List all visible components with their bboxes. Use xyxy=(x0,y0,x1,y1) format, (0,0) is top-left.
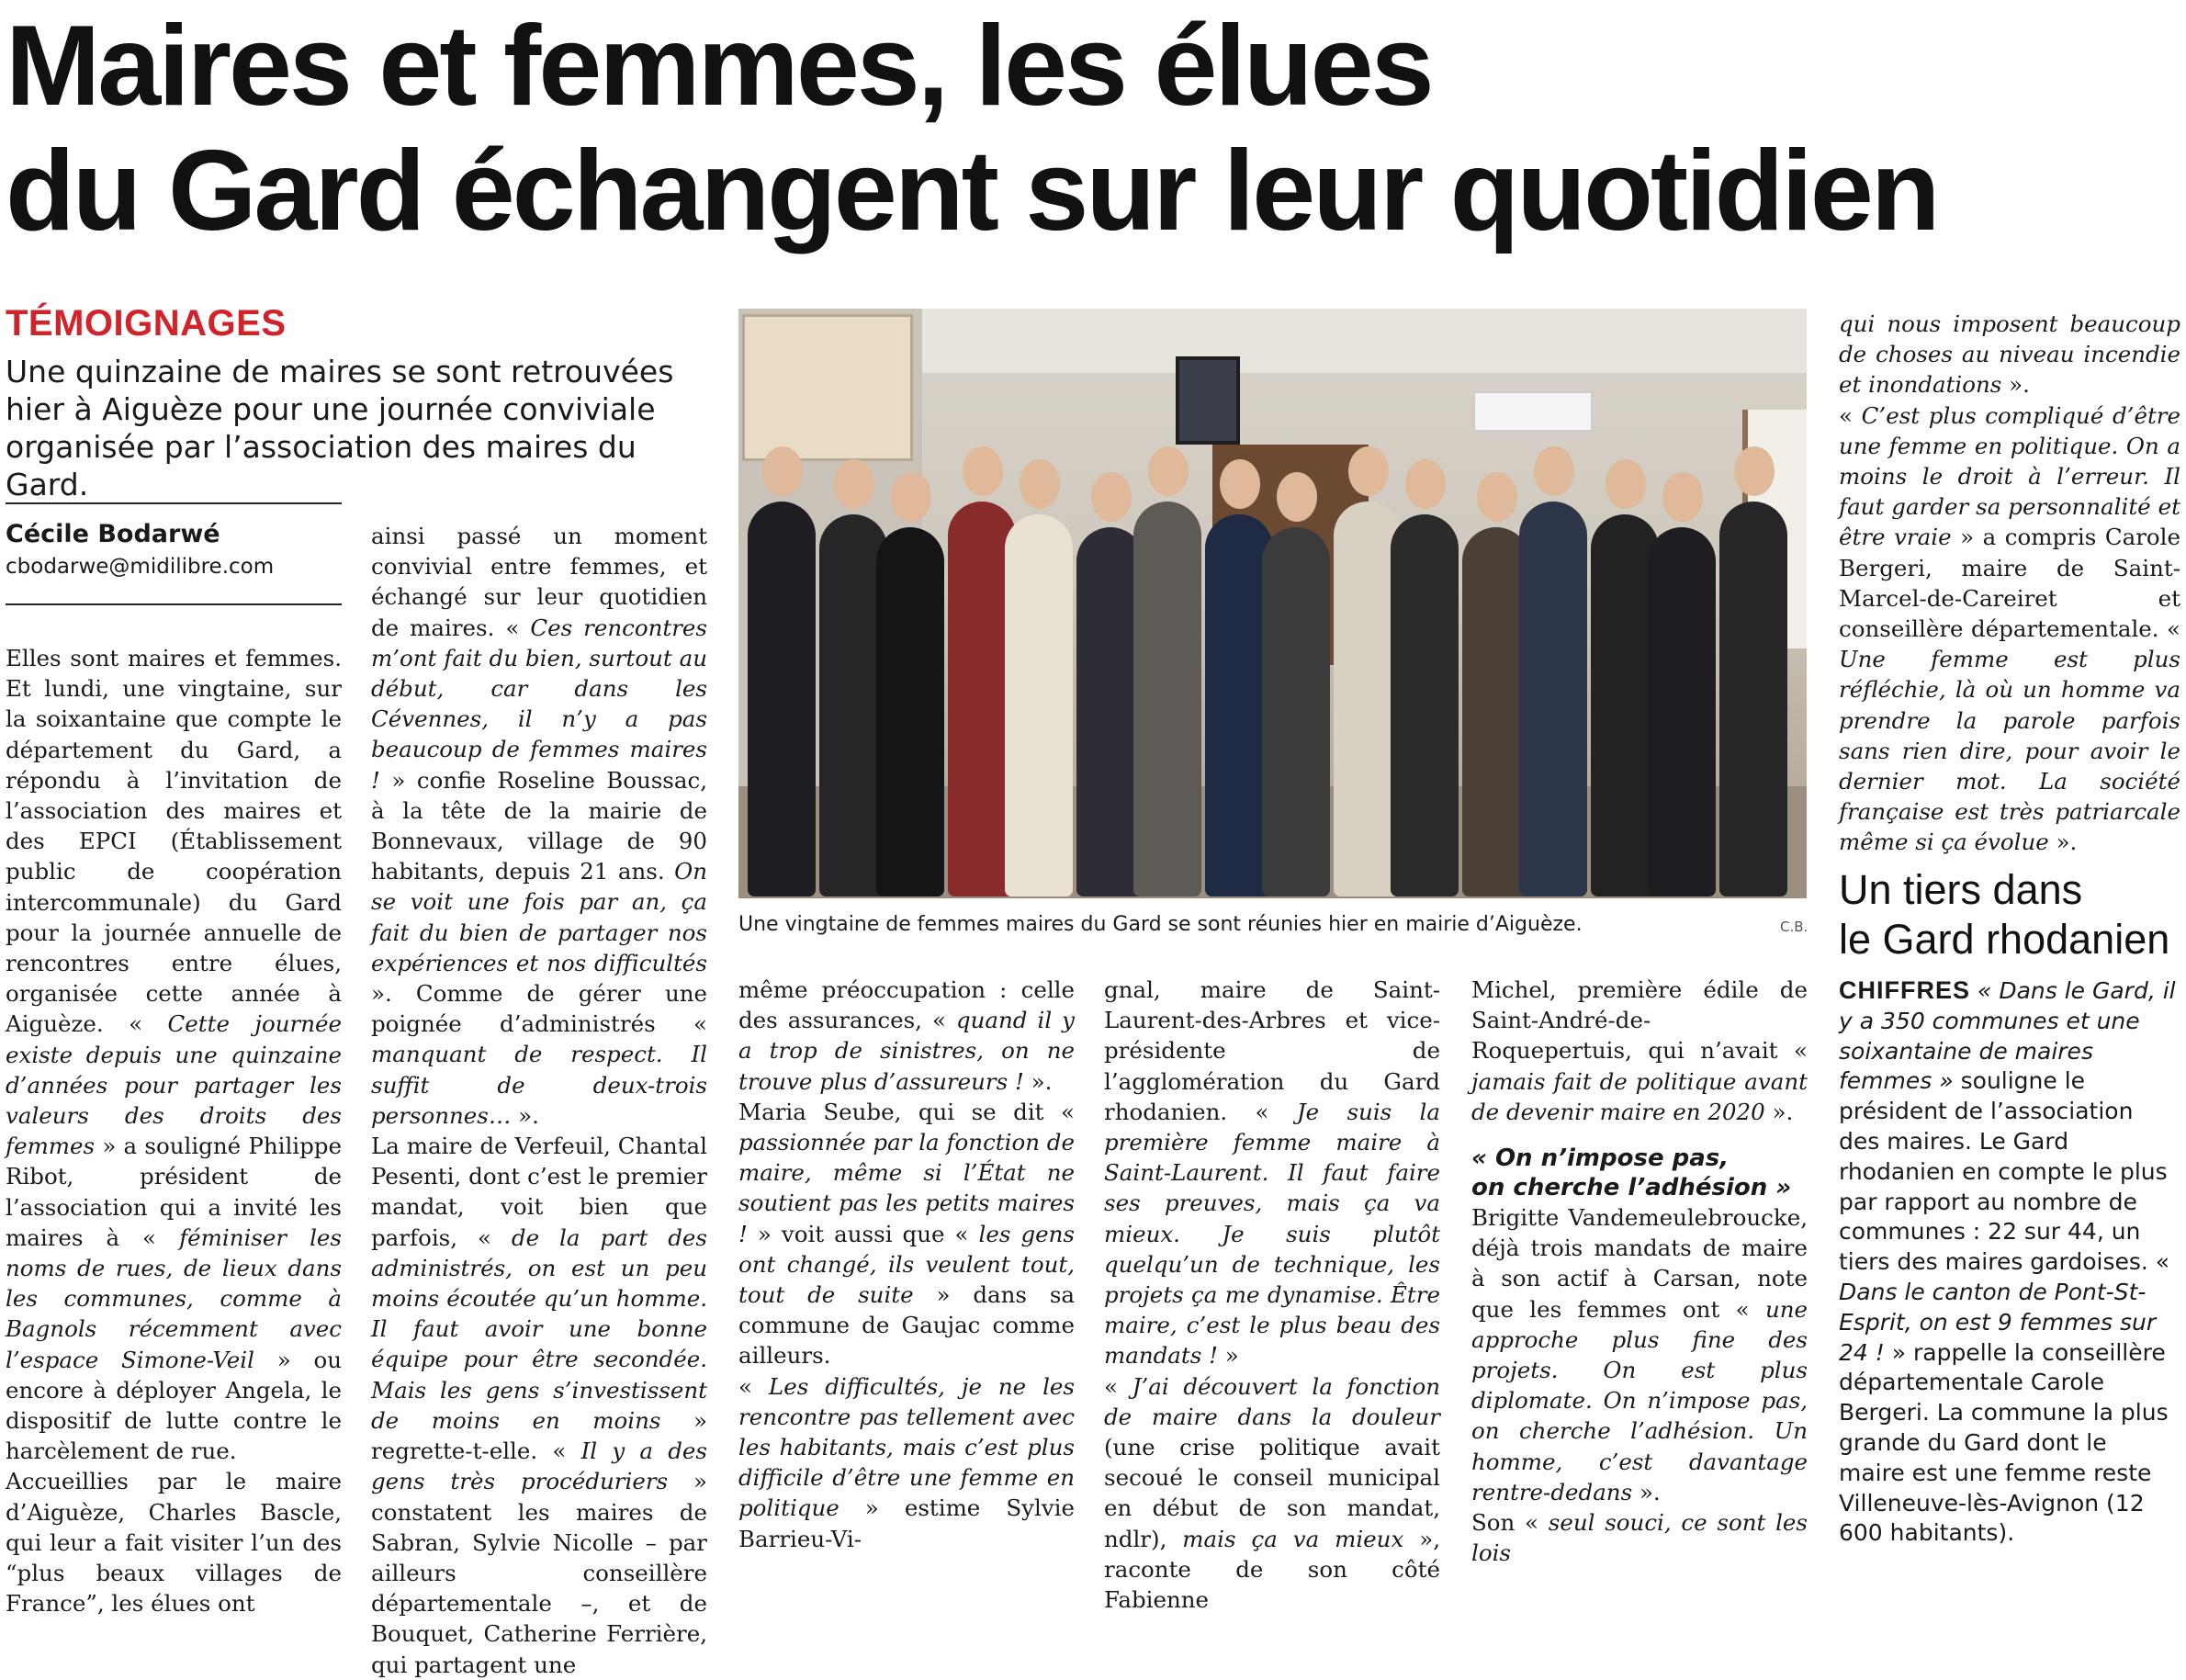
paragraph: ainsi passé un moment convivial entre femmes, et échangé sur leur quotidien de maires. « Ces rencontres m’ont fait du bien, surtout au début, car dans les Cévennes, il n’y a pas beaucoup de femmes maires ! » confie Roseline Boussac, à la tête de la mairie de Bonnevaux, village de 90 habitants, depuis 21 ans. On se voit une fois par an, ça fait du bien de partager nos expériences et nos difficultés ». Comme de gérer une poignée d’administrés « manquant de respect. Il suffit de deux-trois personnes… ». xyxy=(371,523,708,1129)
subhead: « On n’impose pas, on cherche l’adhésion » xyxy=(1471,1144,1792,1202)
headline-line-2: du Gard échangent sur leur quotidien xyxy=(6,128,1938,254)
photo-person xyxy=(1262,527,1330,896)
photo-person-head xyxy=(1020,459,1060,509)
photo-person xyxy=(1648,527,1716,896)
photo-portrait-frame xyxy=(1176,356,1240,445)
kicker: TÉMOIGNAGES xyxy=(6,303,287,344)
photo-person xyxy=(1391,514,1459,896)
article-column-4 xyxy=(1104,975,1440,1615)
headline xyxy=(6,4,2182,254)
author-name: Cécile Bodarwé xyxy=(6,520,220,548)
photo-person-head xyxy=(963,446,1003,496)
article-column-2 xyxy=(371,521,707,1680)
paragraph: qui nous imposent beaucoup de choses au niveau incendie et inondations ». xyxy=(1839,310,2180,399)
photo-air-conditioner xyxy=(1473,391,1593,432)
photo-person-head xyxy=(1348,446,1389,496)
photo-person-head xyxy=(1734,446,1775,496)
photo-person-head xyxy=(1220,459,1260,509)
photo-person-head xyxy=(1534,446,1574,496)
paragraph: Brigitte Vandemeulebroucke, déjà trois mandats de maire à son actif à Carsan, note que les femmes ont « une approche plus fine des projets. On est plus diplomate. On n’impose pas, on cherche l’adhésion. Un homme, c’est davantage rentre-dedans ». xyxy=(1471,1204,1808,1505)
photo-person-head xyxy=(1606,459,1646,509)
photo-notice-board xyxy=(742,314,913,461)
photo-caption: Une vingtaine de femmes maires du Gard se sont réunies hier en mairie d’Aiguèze. xyxy=(738,913,1583,936)
chapo: Une quinzaine de maires se sont retrouvées hier à Aiguèze pour une journée conviviale organisée par l’association des maires du Gard. xyxy=(6,354,674,502)
author-rule-bottom xyxy=(6,603,342,605)
article-column-5 xyxy=(1471,975,1808,1568)
photo-person-head xyxy=(1405,459,1446,509)
paragraph: « C’est plus compliqué d’être une femme en politique. On a moins le droit à l’erreur. Il faut garder sa personnalité et être vraie » a compris Carole Bergeri, maire de Saint-Marcel-de-Careiret et conseillère départementale. « Une femme est plus réfléchie, là où un homme va prendre la parole parfois sans rien dire, pour avoir le dernier mot. La société française est très patriarcale même si ça évolue ». xyxy=(1839,401,2181,856)
photo-ceiling xyxy=(922,309,1807,373)
photo-person-head xyxy=(1662,472,1703,522)
author-rule-top xyxy=(6,502,342,504)
paragraph: « J’ai découvert la fonction de maire dans la douleur (une crise politique avait secoué le conseil municipal en début de son mandat, ndlr), mais ça va mieux », raconte de son côté Fabienne xyxy=(1104,1372,1440,1614)
paragraph: Elles sont maires et femmes. Et lundi, une vingtaine, sur la soixantaine que compte le département du Gard, a répondu à l’invitation de l’association des maires et des EPCI (Établissement public de coopération intercommunale) du Gard pour la journée annuelle de rencontres entre élues, organisée cette année à Aiguèze. « Cette journée existe depuis une quinzaine d’années pour partager les valeurs des droits des femmes » a souligné Philippe Ribot, président de l’association qui a invité les maires à « féminiser les noms de rues, de lieux dans les communes, comme à Bagnols récemment avec l’espace Simone-Veil » ou encore à déployer Angela, le dispositif de lutte contre le harcèlement de rue. xyxy=(6,645,343,1465)
photo-person-head xyxy=(834,459,874,509)
photo-person-head xyxy=(1148,446,1189,496)
paragraph: « Les difficultés, je ne les rencontre pas tellement avec les habitants, mais c’est plus difficile d’être une femme en politique » estime Sylvie Barrieu-Vi- xyxy=(738,1372,1076,1552)
photo-person-head xyxy=(1477,472,1517,522)
photo-person xyxy=(876,527,944,896)
paragraph: Michel, première édile de Saint-André-de-Roquepertuis, qui n’avait « jamais fait de politique avant de devenir maire en 2020 ». xyxy=(1471,976,1808,1125)
photo-person xyxy=(1519,502,1587,896)
paragraph: Son « seul souci, ce sont les lois xyxy=(1471,1509,1808,1567)
sidebar-label: CHIFFRES xyxy=(1839,976,1970,1004)
article-column-6 xyxy=(1839,309,2180,858)
paragraph: Accueillies par le maire d’Aiguèze, Charles Bascle, qui leur a fait visiter l’un des “plus beaux villages de France”, les élues ont xyxy=(6,1468,342,1618)
author-email[interactable]: cbodarwe@midilibre.com xyxy=(6,555,275,579)
photo-person-head xyxy=(891,472,931,522)
paragraph: même préoccupation : celle des assurances, « quand il y a trop de sinistres, on ne trouve plus d’assureurs ! ». xyxy=(738,976,1075,1095)
photo-person-head xyxy=(1277,472,1317,522)
photo-person xyxy=(1005,514,1073,896)
article-column-3 xyxy=(738,975,1075,1554)
photo-person xyxy=(1133,502,1201,896)
photo-person-head xyxy=(762,446,803,496)
headline-line-1: Maires et femmes, les élues xyxy=(6,3,1432,130)
sidebar-text: CHIFFRES « Dans le Gard, il y a 350 communes et une soixantaine de maires femmes » souligne le président de l’association des maires. Le Gard rhodanien en compte le plus par rapport au nombre de communes : 22 sur 44, un tiers des maires gardoises. « Dans le canton de Pont-St-Esprit, on est 9 femmes sur 24 ! » rappelle la conseillère départementale Carole Bergeri. La commune la plus grande du Gard dont le maire est une femme reste Villeneuve-lès-Avignon (12 600 habitants). xyxy=(1839,976,2176,1547)
photo-person xyxy=(1719,502,1787,896)
paragraph: Maria Seube, qui se dit « passionnée par la fonction de maire, même si l’État ne soutient pas les petits maires ! » voit aussi que « les gens ont changé, ils veulent tout, tout de suite » dans sa commune de Gaujac comme ailleurs. xyxy=(738,1098,1076,1370)
photo-person-head xyxy=(1091,472,1132,522)
group-photo xyxy=(738,309,1807,898)
sidebar-title: Un tiers dans le Gard rhodanien xyxy=(1839,866,2170,963)
paragraph: La maire de Verfeuil, Chantal Pesenti, dont c’est le premier mandat, voit bien que parfois, « de la part des administrés, on est un peu moins écoutée qu’un homme. Il faut avoir une bonne équipe pour être secondée. Mais les gens s’investissent de moins en moins » regrette-t-elle. « Il y a des gens très procéduriers » constatent les maires de Sabran, Sylvie Nicolle – par ailleurs conseillère départementale –, et de Bouquet, Catherine Ferrière, qui partagent une xyxy=(371,1133,708,1678)
paragraph: gnal, maire de Saint-Laurent-des-Arbres et vice-présidente de l’agglomération du Gard rhodanien. « Je suis la première femme maire à Saint-Laurent. Il faut faire ses preuves, mais ça va mieux. Je suis plutôt quelqu’un de technique, les projets ça me dynamise. Être maire, c’est le plus beau des mandats ! » xyxy=(1104,976,1440,1370)
article-column-1 xyxy=(6,643,342,1619)
photo-person xyxy=(748,502,816,896)
photo-credit: C.B. xyxy=(1780,919,1809,935)
